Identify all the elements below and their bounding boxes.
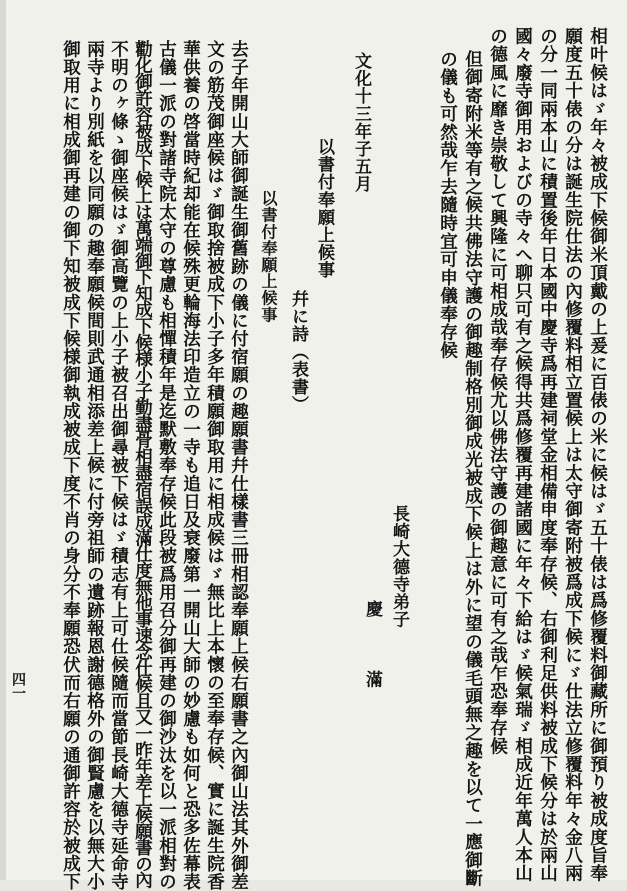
section-subheading: 幷に詩（表書） [288,290,308,414]
text-column-13: 不明のヶ條ゝ御座候はゞ御高覽の上小子被召出御尋被下候はゞ積志有上可仕候隨而當節長崎大德寺延命寺 [108,40,129,891]
text-column-12: 勸化御許容被成下候上は萬端御下知成下候様小子勤盡骨相盡宿誤成滿仕度無他事速念仕候且又一昨年差上候願書の內 [132,40,153,888]
text-column-14: 兩寺より別紙を以同願の趣奉願候間則武通相添差上候に付旁祖師の遺跡報恩謝德格外の御賢慮を以無大小 [84,40,105,891]
section-heading: 以書付奉願上候事 [314,138,334,279]
text-column-15: 御取用に相成御再建の御下知被成下候様御執成被成下度不肖の身分不奉願恐伏而右願の通御許容於被成下 [60,40,81,891]
text-column-2: 願度五十俵の分は誕生院仕法の內修覆料相立置候上は太守御寄附被爲成下候にゞ仕法立修覆料年々金八兩 [562,27,584,883]
text-column-3: の分一同兩本山に積置後年日本國中慶寺爲再建祠堂金相備申度奉存候、右御利足供料被成下候分は於兩山 [537,27,559,883]
text-column-4: 國々廢寺御用およびの寺々へ聊只可有之候得共爲修覆再建諸國に年々下給はゞ候氣瑞ゞ相成近年萬人本山 [512,27,534,883]
text-column-7: の儀も可然哉乍去隨時宜可申儀奉存候 [437,50,459,360]
author-affiliation: 長崎大德寺弟子 [389,505,409,629]
page-gutter [0,0,6,880]
text-column-6: 但御寄附米等有之候共佛法守護の御趣制格別御成光被成下候上は外に望の儀毛頭無之趣を以て一應御斷 [462,50,484,888]
date-line: 文化十三年子五月 [351,52,371,193]
author-name: 慶 滿 [362,600,382,688]
letter-heading: 以書付奉願上候事 [259,190,278,323]
text-column-5: の德風に靡き崇敬して興隆に可相成哉奉存候尤以佛法守護の御趣意に可有之哉乍恐奉存候 [487,27,509,755]
text-column-8: 去子年開山大師御誕生御舊跡の儀に付宿願の趣願書幷仕樣書三冊相認奉願上候右願書之內御山法其外御差 [228,40,249,891]
page-number: 四一 [10,672,26,700]
text-column-1: 相叶候はゞ年々被成下候御米頂戴の上爰に百俵の米に候はゞ五十俵は爲修覆料御藏所に御預り被成度旨奉 [587,27,609,883]
text-column-11: 古儀一派の對諸寺院太守の尊慮も相憚積年是迄默敷奉存候此段被爲用召分御再建の御沙汰を以一派相對の [156,40,177,891]
text-column-9: 文の筋茂御座候はゞ御取捨被成下小子多年積願御取用に相成候はゞ無比上本懷の至奉存候、實に誕生院香 [204,40,225,891]
text-column-10: 華供養の啓當時紀却能在候殊更輪海法印造立の一寺も追日及衰廢第一開山大師の妙慮も如何と恐多佐幕表 [180,40,201,891]
